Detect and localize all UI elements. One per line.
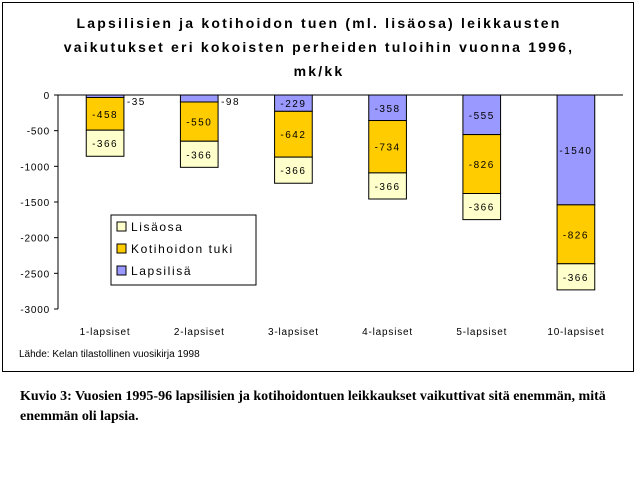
- data-label: -366: [92, 139, 119, 151]
- x-tick-label: 10-lapsiset: [547, 327, 605, 338]
- data-label: -555: [468, 110, 495, 122]
- legend-swatch: [117, 244, 126, 253]
- bar-segment: [180, 95, 218, 102]
- data-label: -1540: [559, 145, 593, 157]
- x-tick-label: 3-lapsiset: [268, 327, 319, 338]
- legend-label: Lisäosa: [131, 220, 184, 234]
- y-tick-label: -2000: [20, 233, 50, 245]
- data-label: -98: [221, 97, 241, 108]
- data-label: -229: [280, 99, 307, 111]
- figure-caption: Kuvio 3: Vuosien 1995-96 lapsilisien ja kotihoidontuen leikkaukset vaikuttivat sitä enemmän, mitä enemmän oli lapsia.: [20, 389, 606, 424]
- chart-title-line-3: mk/kk: [293, 63, 345, 79]
- data-label: -642: [280, 130, 307, 142]
- chart-title-line-1: Lapsilisien ja kotihoidon tuen (ml. lisäosa) leikkausten: [76, 15, 562, 31]
- data-label: -826: [562, 230, 589, 242]
- y-tick-label: -1000: [20, 162, 50, 174]
- data-label: -550: [186, 117, 213, 129]
- y-tick-label: -2500: [20, 269, 50, 281]
- y-tick-label: -500: [26, 126, 50, 138]
- data-label: -366: [374, 181, 401, 193]
- data-label: -826: [468, 160, 495, 172]
- x-tick-label: 4-lapsiset: [362, 327, 413, 338]
- legend-label: Kotihoidon tuki: [131, 242, 234, 256]
- y-tick-label: -1500: [20, 198, 50, 209]
- data-label: -366: [468, 202, 495, 214]
- data-label: -734: [374, 142, 401, 154]
- data-label: -366: [562, 272, 589, 284]
- legend-swatch: [117, 222, 126, 231]
- legend-label: Lapsilisä: [131, 264, 193, 278]
- chart-title-line-2: vaikutukset eri kokoisten perheiden tuloihin vuonna 1996,: [63, 39, 575, 55]
- x-tick-label: 5-lapsiset: [456, 327, 508, 338]
- y-tick-label: 0: [43, 91, 50, 102]
- chart-plot: [3, 3, 633, 371]
- data-label: -35: [126, 97, 146, 108]
- chart-source: Lähde: Kelan tilastollinen vuosikirja 1998: [19, 349, 200, 360]
- data-label: -358: [374, 103, 401, 115]
- legend-swatch: [117, 266, 126, 275]
- data-label: -458: [92, 109, 119, 121]
- data-label: -366: [186, 150, 213, 162]
- y-tick-label: -3000: [20, 305, 50, 316]
- data-label: -366: [280, 166, 307, 178]
- x-tick-label: 1-lapsiset: [79, 327, 131, 338]
- chart-frame: [2, 2, 634, 372]
- x-tick-label: 2-lapsiset: [173, 327, 225, 338]
